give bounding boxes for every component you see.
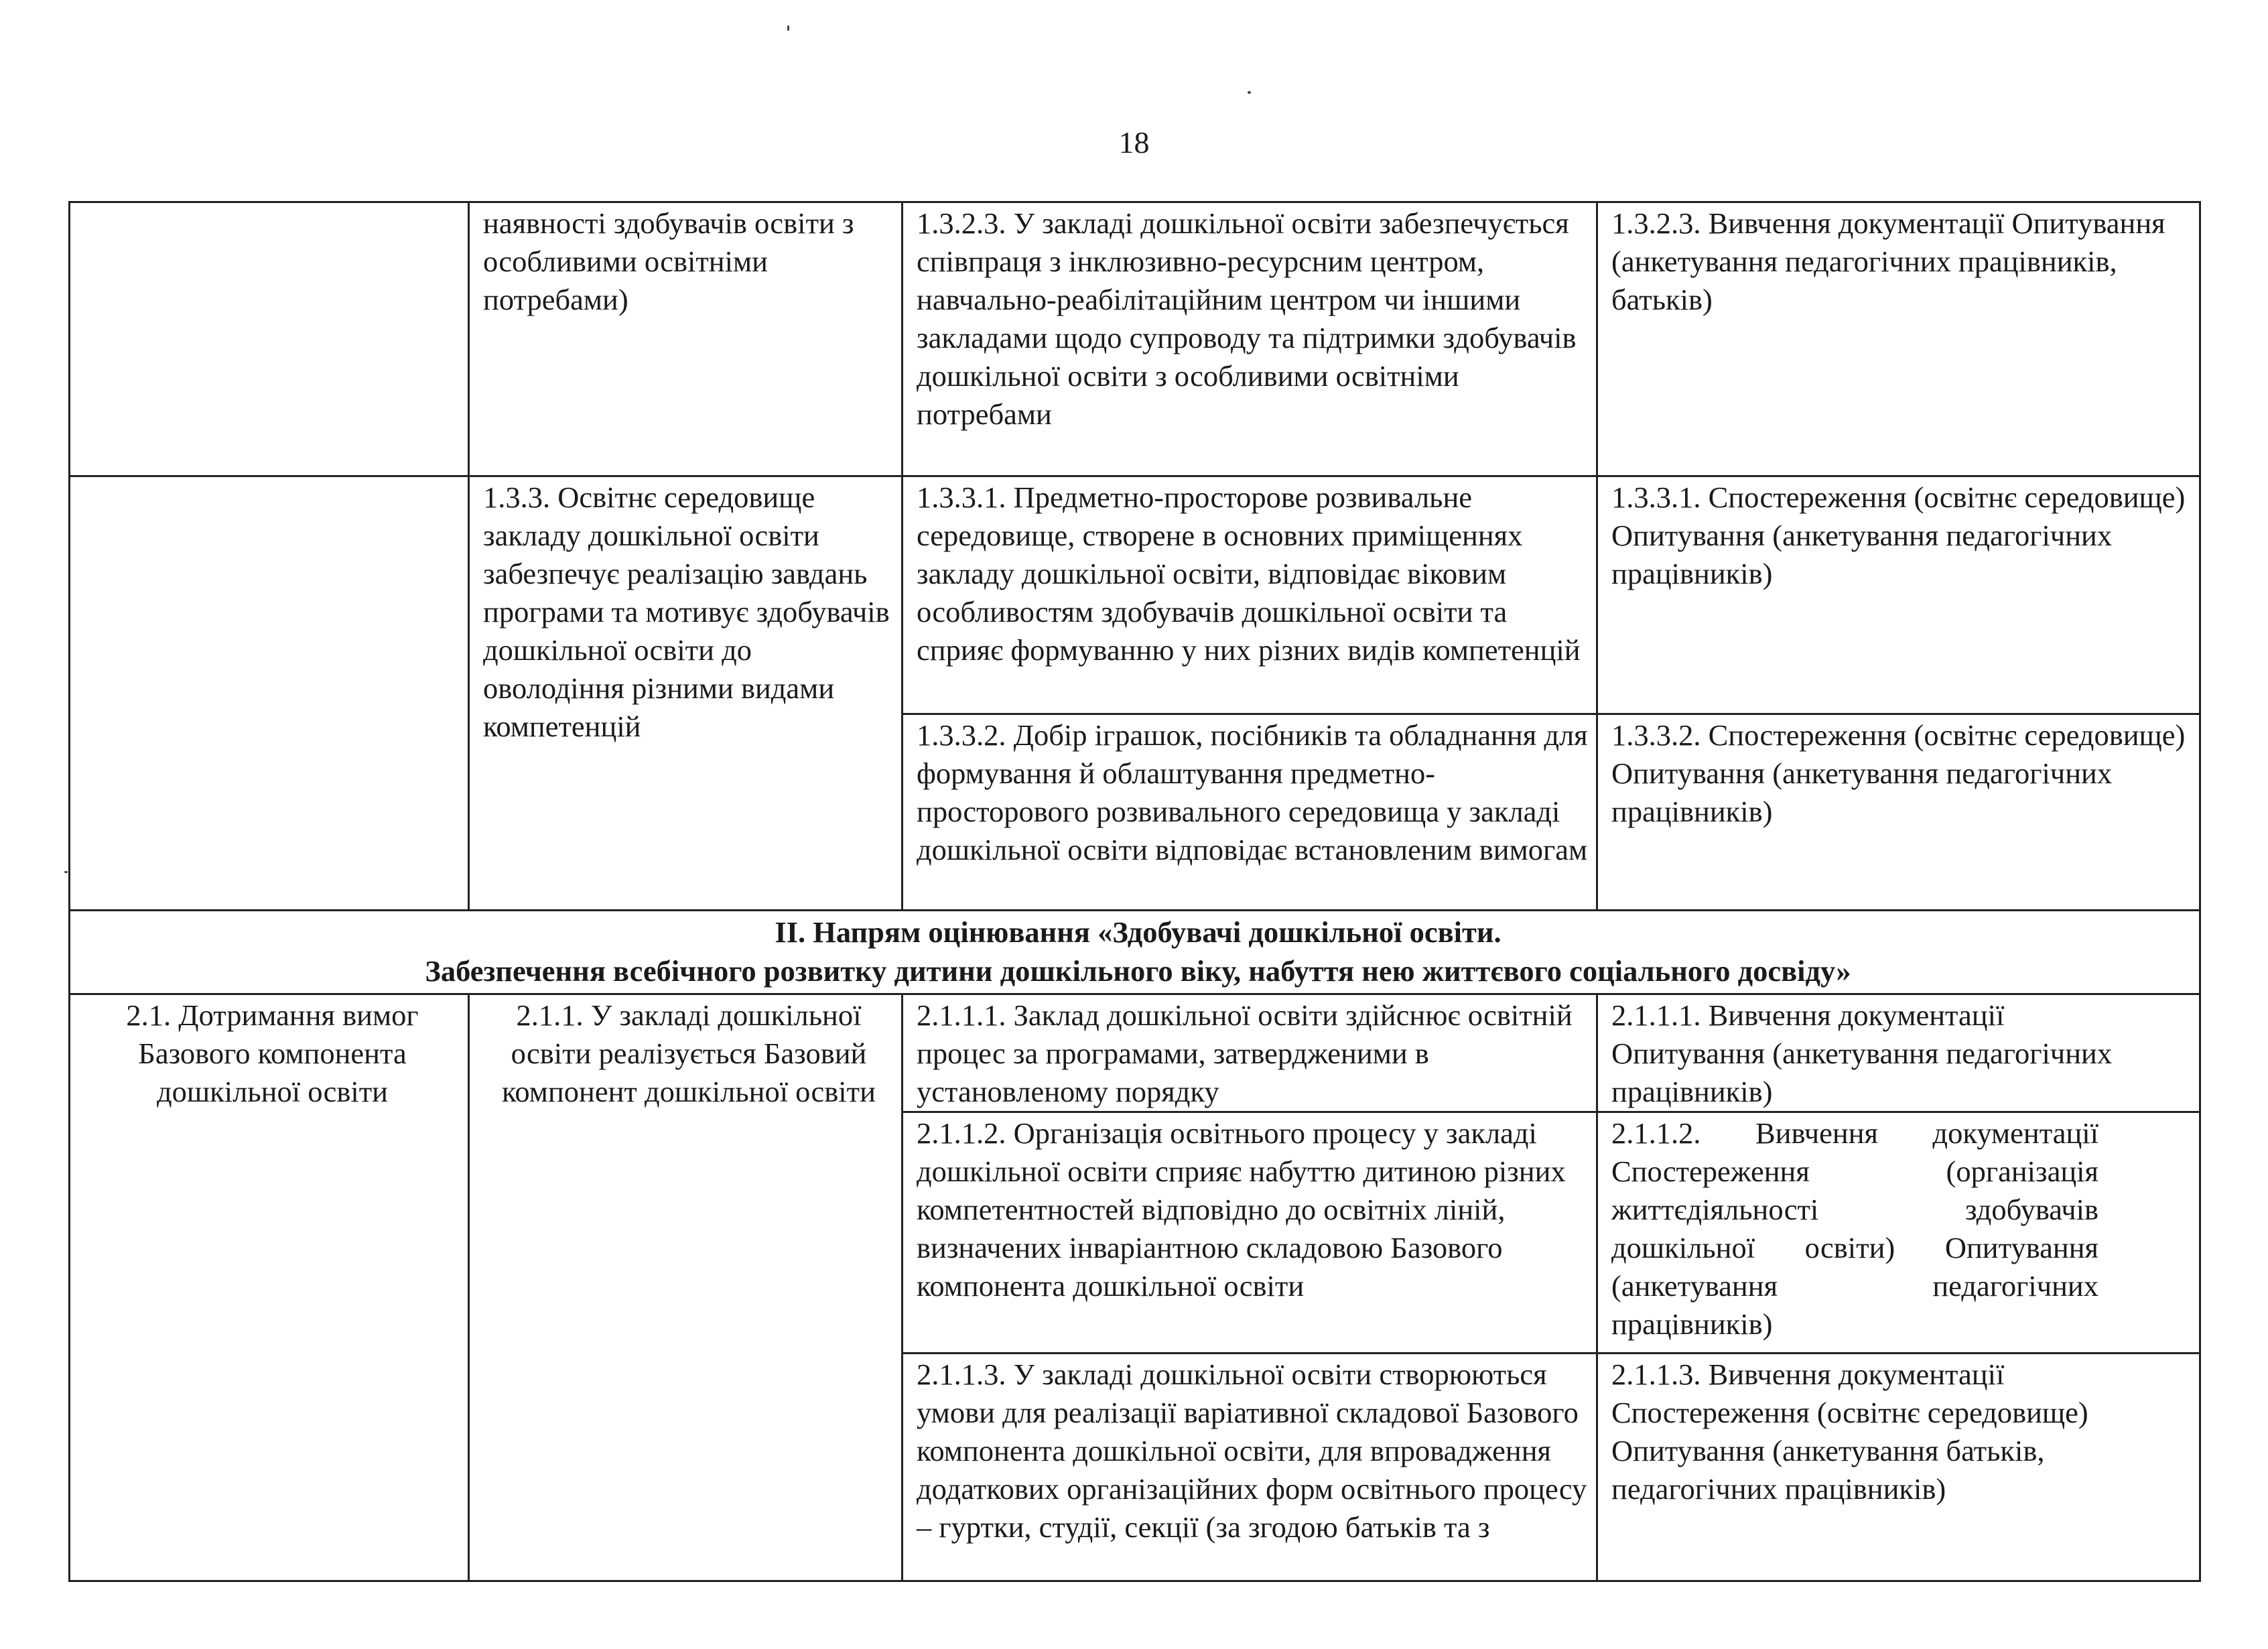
section-heading-line: Забезпечення всебічного розвитку дитини дошкільного віку, набуття нею життєвого соціального досвіду» <box>425 954 1851 988</box>
method-line: Опитування (анкетування педагогічних працівників) <box>1611 756 2113 828</box>
criterion-cell <box>469 476 903 911</box>
section-heading-line: II. Напрям оцінювання «Здобувачі дошкільної освіти. <box>775 915 1502 949</box>
method-line: Спостереження (освітнє середовище) <box>1611 1396 2088 1429</box>
requirement-cell <box>70 994 469 1581</box>
indicator-cell <box>903 1112 1597 1354</box>
method-line: Опитування (анкетування батьків, педагогічних працівників) <box>1611 1434 2045 1506</box>
criterion-cell <box>469 202 903 476</box>
method-cell <box>1597 1354 2200 1581</box>
indicator-cell <box>903 202 1597 476</box>
method-line: 2.1.1.1. Вивчення документації <box>1611 998 2005 1032</box>
method-line: 2.1.1.3. Вивчення документації <box>1611 1358 2005 1391</box>
page-number: 18 <box>1118 125 1150 159</box>
method-cell <box>1597 476 2200 714</box>
scan-speck <box>787 25 789 31</box>
method-line: Опитування (анкетування педагогічних працівників) <box>1611 1037 2113 1108</box>
criterion-text: 1.3.3. Освітнє середовище закладу дошкільної освіти забезпечує реалізацію завдань програми та мотивує здобувачів дошкільної освіти до оволодіння різними видами компетенцій <box>483 480 890 743</box>
requirement-cell-empty <box>70 202 469 476</box>
table-row <box>70 202 2200 476</box>
method-cell <box>1597 202 2200 476</box>
method-line: 1.3.3.1. Спостереження (освітнє середовище) <box>1611 480 2186 514</box>
table-row <box>70 994 2200 1112</box>
criterion-cell <box>469 994 903 1581</box>
indicator-text: 2.1.1.3. У закладі дошкільної освіти створюються умови для реалізації варіативної складової Базового компонента дошкільної освіти, для впровадження додаткових організаційних форм освітнього процесу – гуртки, студії, секції (за згодою батьків та з <box>917 1358 1587 1544</box>
scan-speck <box>1248 91 1251 94</box>
indicator-cell <box>903 714 1597 911</box>
method-line: Опитування (анкетування педагогічних працівників) <box>1611 519 2113 590</box>
indicator-text: 1.3.2.3. У закладі дошкільної освіти забезпечується співпраця з інклюзивно-ресурсним центром, навчально-реабілітаційним центром чи іншими закладами щодо супроводу та підтримки здобувачів дошкільної освіти з особливими освітніми потребами <box>917 206 1577 431</box>
section-heading-row <box>70 911 2200 994</box>
indicator-text: 2.1.1.1. Заклад дошкільної освіти здійснює освітній процес за програмами, затвердженими в установленому порядку <box>917 998 1573 1108</box>
indicator-text: 2.1.1.2. Організація освітнього процесу у закладі дошкільної освіти сприяє набуттю дитиною різних компетентностей відповідно до освітніх ліній, визначених інваріантною складовою Базового компонента дошкільної освіти <box>917 1116 1566 1303</box>
requirement-cell-empty <box>70 476 469 911</box>
section-heading <box>70 911 2200 994</box>
method-line: 1.3.3.2. Спостереження (освітнє середовище) <box>1611 718 2186 752</box>
indicator-text: 1.3.3.2. Добір іграшок, посібників та обладнання для формування й облаштування предметно-просторового розвивального середовища у закладі дошкільної освіти відповідає встановленим вимогам <box>917 718 1588 866</box>
indicator-text: 1.3.3.1. Предметно-просторове розвивальне середовище, створене в основних приміщеннях закладу дошкільної освіти, відповідає віковим особливостям здобувачів дошкільної освіти та сприяє формуванню у них різних видів компетенцій <box>917 480 1581 667</box>
criterion-text: наявності здобувачів освіти з особливими освітніми потребами) <box>483 206 854 316</box>
method-cell <box>1597 1112 2200 1354</box>
method-text: 1.3.2.3. Вивчення документації Опитування (анкетування педагогічних працівників, батьків) <box>1611 206 2165 316</box>
indicator-cell <box>903 994 1597 1112</box>
table-row <box>70 476 2200 714</box>
indicator-cell <box>903 1354 1597 1581</box>
indicator-cell <box>903 476 1597 714</box>
criterion-text: 2.1.1. У закладі дошкільної освіти реалізується Базовий компонент дошкільної освіти <box>502 998 876 1108</box>
method-cell <box>1597 994 2200 1112</box>
scan-speck <box>64 871 68 873</box>
method-text: 2.1.1.2. Вивчення документації Спостереження (організація життєдіяльності здобувачів дошкільної освіти) Опитування (анкетування педагогічних працівників) <box>1611 1116 2098 1341</box>
requirement-text: 2.1. Дотримання вимог Базового компонента дошкільної освіти <box>126 998 419 1108</box>
method-cell <box>1597 714 2200 911</box>
evaluation-criteria-table <box>68 201 2201 1582</box>
